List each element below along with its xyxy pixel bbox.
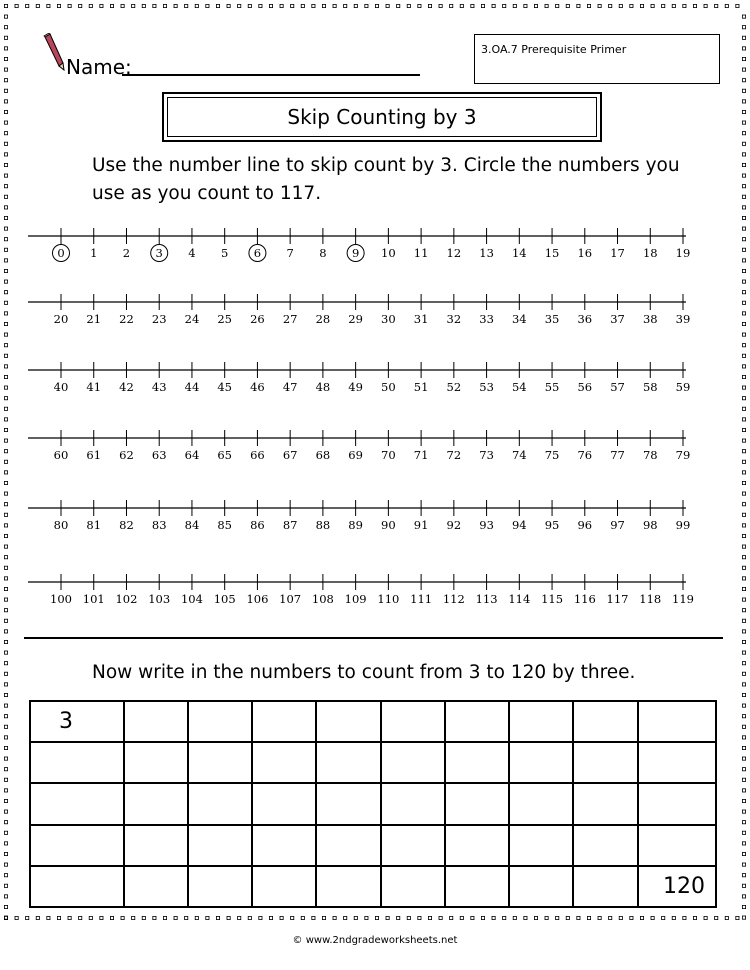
number-label[interactable]: 38 [642,312,658,326]
number-label[interactable]: 83 [151,518,167,532]
grid-cell[interactable] [252,866,316,907]
number-label[interactable]: 16 [577,246,593,260]
number-label[interactable]: 111 [410,592,433,606]
number-label[interactable]: 53 [479,380,494,394]
number-label[interactable]: 43 [151,380,167,394]
grid-row [30,742,716,783]
number-label[interactable]: 20 [53,312,69,326]
number-label[interactable]: 39 [675,312,691,326]
number-label[interactable]: 112 [442,592,465,606]
grid-cell[interactable] [445,742,509,783]
grid-row [30,701,716,742]
number-label[interactable]: 113 [475,592,498,606]
grid-cell[interactable] [638,783,716,824]
number-label[interactable]: 4 [188,246,196,260]
grid-cell[interactable] [573,825,637,866]
number-label[interactable]: 89 [348,518,363,532]
number-label[interactable]: 119 [672,592,694,606]
number-label[interactable]: 34 [511,312,527,326]
grid-cell[interactable] [188,825,252,866]
number-label[interactable]: 15 [544,246,560,260]
number-label[interactable]: 11 [413,246,429,260]
number-label[interactable]: 22 [119,312,134,326]
number-label[interactable]: 82 [119,518,134,532]
number-label[interactable]: 55 [544,380,560,394]
number-label[interactable]: 61 [86,448,102,462]
grid-cell[interactable] [638,742,716,783]
grid-row [30,825,716,866]
grid-cell[interactable] [124,783,188,824]
number-label[interactable]: 47 [282,380,298,394]
number-label[interactable]: 69 [348,448,363,462]
number-label[interactable]: 29 [348,312,363,326]
number-label[interactable]: 27 [282,312,298,326]
number-label[interactable]: 108 [311,592,334,606]
grid-cell[interactable] [573,701,637,742]
number-label[interactable]: 117 [606,592,629,606]
number-label[interactable]: 23 [151,312,167,326]
grid-cell[interactable] [30,742,124,783]
number-label[interactable]: 56 [577,380,593,394]
grid-cell[interactable]: 120 [638,866,716,907]
number-label[interactable]: 107 [279,592,302,606]
number-label[interactable]: 102 [115,592,138,606]
grid-cell[interactable] [445,783,509,824]
grid-cell[interactable] [509,783,573,824]
grid-cell[interactable] [188,742,252,783]
number-label[interactable]: 105 [213,592,236,606]
number-label[interactable]: 63 [151,448,167,462]
number-label[interactable]: 37 [610,312,625,326]
number-label[interactable]: 118 [639,592,662,606]
number-label[interactable]: 6 [253,246,262,260]
number-label[interactable]: 114 [508,592,531,606]
number-label[interactable]: 96 [577,518,593,532]
number-label[interactable]: 95 [544,518,560,532]
answer-grid [29,700,717,908]
number-label[interactable]: 77 [610,448,625,462]
grid-cell[interactable] [509,866,573,907]
number-label[interactable]: 30 [381,312,396,326]
grid-cell[interactable] [30,783,124,824]
section-divider [24,637,723,639]
number-label[interactable]: 80 [53,518,69,532]
number-label[interactable]: 72 [446,448,462,462]
number-label[interactable]: 115 [541,592,564,606]
number-label[interactable]: 14 [511,246,527,260]
instructions: Use the number line to skip count by 3. Circle the numbers you use as you count to 117. [92,155,680,204]
grid-cell[interactable] [509,825,573,866]
number-label[interactable]: 17 [610,246,625,260]
number-label[interactable]: 31 [413,312,429,326]
number-label[interactable]: 109 [344,592,367,606]
instructions-2: Now write in the numbers to count from 3 to 120 by three. [92,662,636,683]
grid-cell[interactable] [124,825,188,866]
footer-copyright: © www.2ndgradeworksheets.net [292,935,458,946]
grid-cell[interactable] [188,783,252,824]
number-label[interactable]: 57 [610,380,625,394]
number-label[interactable]: 10 [381,246,396,260]
number-label[interactable]: 94 [511,518,527,532]
grid-cell[interactable] [252,742,316,783]
number-label[interactable]: 60 [53,448,69,462]
grid-cell[interactable] [573,742,637,783]
number-label[interactable]: 32 [446,312,462,326]
grid-cell[interactable] [188,701,252,742]
number-label[interactable]: 40 [53,380,69,394]
number-label[interactable]: 90 [381,518,396,532]
number-label[interactable]: 88 [315,518,331,532]
name-label: Name: [66,55,132,79]
number-label[interactable]: 8 [319,246,327,260]
grid-cell[interactable] [124,742,188,783]
number-label[interactable]: 52 [446,380,462,394]
grid-cell[interactable] [252,701,316,742]
grid-cell[interactable] [188,866,252,907]
number-label[interactable]: 116 [573,592,596,606]
number-label[interactable]: 100 [50,592,72,606]
number-label[interactable]: 24 [184,312,200,326]
grid-cell[interactable] [509,701,573,742]
grid-cell[interactable] [252,783,316,824]
grid-cell[interactable] [381,825,445,866]
grid-row [30,866,716,907]
number-label[interactable]: 81 [86,518,102,532]
number-label[interactable]: 33 [479,312,494,326]
grid-cell[interactable] [316,701,380,742]
number-label[interactable]: 13 [479,246,494,260]
number-label[interactable]: 48 [315,380,331,394]
grid-cell[interactable] [316,783,380,824]
number-label[interactable]: 75 [544,448,560,462]
number-label[interactable]: 66 [250,448,265,462]
grid-cell[interactable] [638,701,716,742]
page-title: Skip Counting by 3 [167,97,597,137]
grid-cell[interactable] [638,825,716,866]
number-label[interactable]: 35 [544,312,560,326]
number-label[interactable]: 49 [348,380,363,394]
number-label[interactable]: 51 [413,380,429,394]
number-label[interactable]: 58 [642,380,658,394]
number-label[interactable]: 67 [282,448,298,462]
number-label[interactable]: 0 [57,246,65,260]
number-label[interactable]: 62 [119,448,134,462]
grid-cell[interactable] [381,701,445,742]
grid-cell[interactable] [252,825,316,866]
number-label[interactable]: 9 [351,246,360,260]
grid-cell[interactable] [30,866,124,907]
number-label[interactable]: 99 [675,518,691,532]
number-label[interactable]: 86 [250,518,265,532]
number-label[interactable]: 42 [119,380,134,394]
number-label[interactable]: 54 [511,380,527,394]
grid-cell[interactable] [381,742,445,783]
number-label[interactable]: 110 [377,592,400,606]
grid-cell[interactable]: 3 [30,701,124,742]
number-label[interactable]: 2 [122,246,131,260]
grid-cell[interactable] [381,866,445,907]
grid-cell[interactable] [124,866,188,907]
number-label[interactable]: 93 [479,518,494,532]
number-label[interactable]: 103 [148,592,171,606]
grid-cell[interactable] [573,783,637,824]
grid-cell[interactable] [381,783,445,824]
number-label[interactable]: 1 [90,246,98,260]
number-label[interactable]: 18 [642,246,658,260]
number-label[interactable]: 68 [315,448,331,462]
grid-cell[interactable] [445,825,509,866]
number-label[interactable]: 79 [675,448,691,462]
number-label[interactable]: 92 [446,518,462,532]
number-label[interactable]: 21 [86,312,102,326]
number-label[interactable]: 12 [446,246,462,260]
number-label[interactable]: 50 [381,380,396,394]
number-label[interactable]: 104 [180,592,203,606]
number-label[interactable]: 3 [155,246,163,260]
grid-cell[interactable] [573,866,637,907]
number-label[interactable]: 74 [511,448,527,462]
grid-cell[interactable] [316,866,380,907]
standard-box: 3.OA.7 Prerequisite Primer [474,34,720,84]
number-label[interactable]: 46 [250,380,265,394]
number-label[interactable]: 25 [217,312,233,326]
grid-cell[interactable] [124,701,188,742]
number-label[interactable]: 64 [184,448,200,462]
number-label[interactable]: 106 [246,592,269,606]
grid-cell[interactable] [445,866,509,907]
number-label[interactable]: 101 [82,592,105,606]
number-label[interactable]: 73 [479,448,494,462]
number-label[interactable]: 45 [217,380,233,394]
grid-cell[interactable] [316,742,380,783]
number-label[interactable]: 65 [217,448,233,462]
number-label[interactable]: 91 [413,518,429,532]
number-label[interactable]: 76 [577,448,593,462]
grid-cell[interactable] [30,825,124,866]
number-label[interactable]: 84 [184,518,200,532]
number-label[interactable]: 7 [286,246,294,260]
number-label[interactable]: 78 [642,448,658,462]
number-label[interactable]: 36 [577,312,593,326]
number-label[interactable]: 98 [642,518,658,532]
number-label[interactable]: 26 [250,312,265,326]
grid-cell[interactable] [509,742,573,783]
number-label[interactable]: 85 [217,518,233,532]
number-label[interactable]: 19 [675,246,691,260]
grid-cell[interactable] [445,701,509,742]
number-label[interactable]: 70 [381,448,396,462]
grid-cell[interactable] [316,825,380,866]
grid-row [30,783,716,824]
number-label[interactable]: 28 [315,312,331,326]
number-label[interactable]: 44 [184,380,200,394]
number-label[interactable]: 97 [610,518,625,532]
number-label[interactable]: 71 [413,448,429,462]
number-label[interactable]: 5 [221,246,229,260]
number-label[interactable]: 59 [675,380,691,394]
number-label[interactable]: 87 [282,518,298,532]
number-label[interactable]: 41 [86,380,102,394]
